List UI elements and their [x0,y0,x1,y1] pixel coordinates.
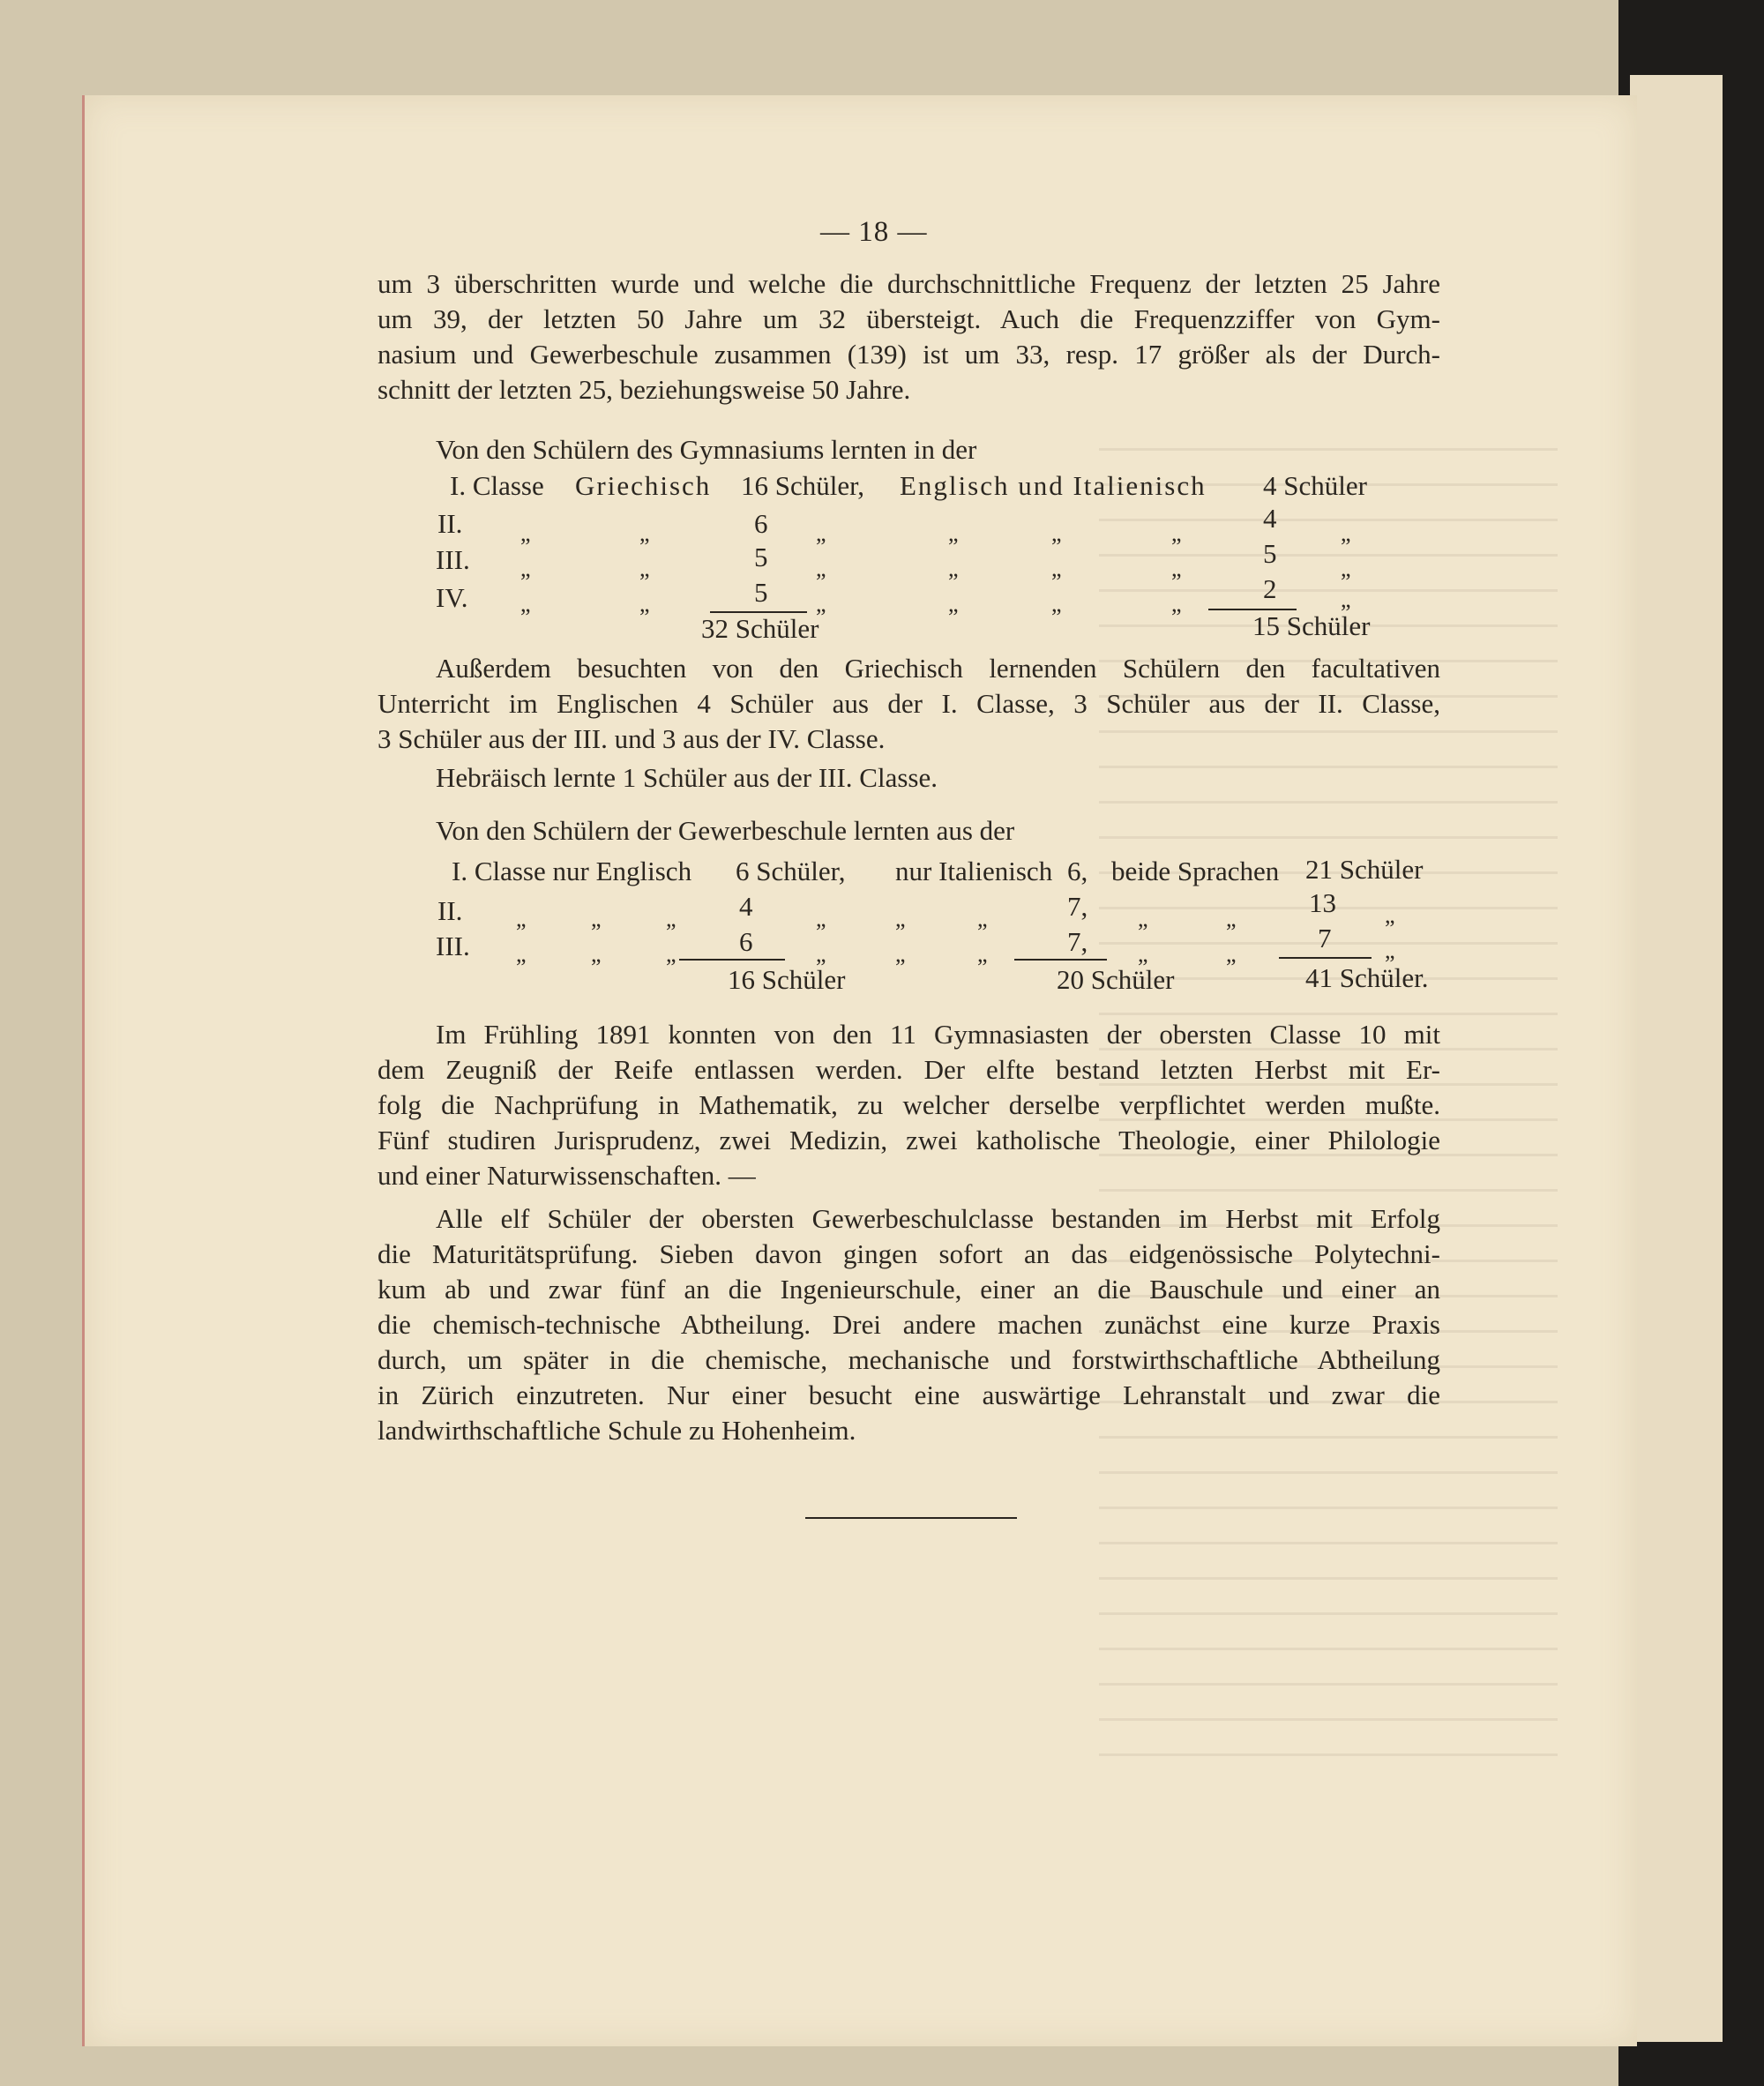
table-subject: Griechisch [575,470,712,501]
table-total: 20 Schüler [1057,964,1175,995]
ditto-mark: „ [591,906,602,931]
text-line: nasium und Gewerbeschule zusammen (139) ist um 33, resp. 17 größer als der Durch- [377,339,1440,370]
text-line: Im Frühling 1891 konnten von den 11 Gymnasiasten der obersten Classe 10 mit [436,1019,1440,1050]
table-count: 5 [1263,538,1277,569]
table-total: 32 Schüler [701,613,819,644]
ditto-mark: „ [977,941,988,967]
sum-rule [1014,959,1107,961]
ditto-mark: „ [1341,556,1351,581]
text-line: und einer Naturwissenschaften. — [377,1160,756,1191]
ditto-mark: „ [948,520,959,546]
ditto-mark: „ [520,591,531,617]
ditto-mark: „ [639,591,650,617]
sum-rule [679,959,785,961]
section-end-rule [805,1517,1017,1519]
table-class-label: III. [436,931,470,961]
ditto-mark: „ [1138,941,1148,967]
ditto-mark: „ [816,906,826,931]
ditto-mark: „ [816,520,826,546]
graduation-paragraph [377,1017,1440,1193]
ditto-mark: „ [1385,902,1395,928]
ditto-mark: „ [1051,556,1062,581]
table-class-label: III. [436,544,470,575]
ditto-mark: „ [1171,591,1182,617]
table-count: 5 [754,577,768,608]
ditto-mark: „ [977,906,988,931]
elective-paragraph [377,651,1440,757]
ditto-mark: „ [1171,520,1182,546]
table-count: 6 Schüler, [736,856,846,886]
facing-page-edge [1630,75,1723,2042]
ditto-mark: „ [1051,520,1062,546]
text-line: kum ab und zwar fünf an die Ingenieurschule, einer an die Bauschule und einer an [377,1274,1440,1305]
text-line: um 39, der letzten 50 Jahre um 32 übersteigt. Auch die Frequenzziffer von Gym- [377,303,1440,334]
text-line: schnitt der letzten 25, beziehungsweise 50 Jahre. [377,374,911,405]
text-line: folg die Nachprüfung in Mathematik, zu welcher derselbe verpflichtet werden mußte. [377,1089,1440,1120]
ditto-mark: „ [895,906,906,931]
ditto-mark: „ [516,906,527,931]
ditto-mark: „ [816,941,826,967]
table-total: 16 Schüler [728,964,846,995]
table-count: 6 [754,508,768,539]
table-count: 6, [1067,856,1088,886]
text-line: durch, um später in die chemische, mechanische und forstwirthschaftliche Abtheilung [377,1344,1440,1375]
ditto-mark: „ [816,591,826,617]
maturity-paragraph [377,1201,1440,1448]
ditto-mark: „ [1385,938,1395,963]
table-count: 13 [1309,887,1336,918]
sum-rule [1279,957,1372,959]
ditto-mark: „ [639,556,650,581]
table-total: 15 Schüler [1252,610,1371,641]
table-count: 7, [1067,926,1088,957]
text-line: dem Zeugniß der Reife entlassen werden. Der elfte bestand letzten Herbst mit Er- [377,1054,1440,1085]
text-line: die chemisch-technische Abtheilung. Drei andere machen zunächst eine kurze Praxis [377,1309,1440,1340]
ditto-mark: „ [1341,520,1351,546]
page-number: — 18 — [820,216,928,248]
text-line: Außerdem besuchten von den Griechisch lernenden Schülern den facultativen [436,653,1440,684]
table-subject: Englisch und Italienisch [900,470,1207,501]
table-class-label: I. Classe [450,470,544,501]
table-count: 7 [1318,923,1332,953]
table-count: 7, [1067,891,1088,922]
table-subject: nur Italienisch [895,856,1053,886]
ditto-mark: „ [895,941,906,967]
table-count: 16 Schüler, [741,470,864,501]
gymnasium-heading: Von den Schülern des Gymnasiums lernten in der [436,434,977,465]
ditto-mark: „ [816,556,826,581]
table-count: 2 [1263,573,1277,604]
table-subject: beide Sprachen [1111,856,1280,886]
ditto-mark: „ [666,941,676,967]
table-class-label: I. Classe nur Englisch [452,856,692,886]
table-count: 21 Schüler [1305,854,1424,885]
ditto-mark: „ [639,520,650,546]
ditto-mark: „ [516,941,527,967]
table-class-label: IV. [436,582,468,613]
ditto-mark: „ [666,906,676,931]
text-line: in Zürich einzutreten. Nur einer besucht eine auswärtige Lehranstalt und zwar die [377,1379,1440,1410]
table-count: 4 Schüler [1263,470,1367,501]
table-count: 4 [739,891,753,922]
text-line: die Maturitätsprüfung. Sieben davon gingen sofort an das eidgenössische Polytechni- [377,1238,1440,1269]
gewerbeschule-heading: Von den Schülern der Gewerbeschule lernten aus der [436,815,1015,846]
text-line: Fünf studiren Jurisprudenz, zwei Medizin, zwei katholische Theologie, einer Philologie [377,1125,1440,1155]
table-count: 4 [1263,503,1277,534]
table-count: 5 [754,542,768,572]
ditto-mark: „ [1226,941,1237,967]
ditto-mark: „ [520,556,531,581]
ditto-mark: „ [1138,906,1148,931]
hebrew-note: Hebräisch lernte 1 Schüler aus der III. Classe. [436,762,938,793]
text-line: landwirthschaftliche Schule zu Hohenheim. [377,1415,856,1446]
text-line: 3 Schüler aus der III. und 3 aus der IV. Classe. [377,723,886,754]
text-line: um 3 überschritten wurde und welche die durchschnittliche Frequenz der letzten 25 Jahre [377,268,1440,299]
ditto-mark: „ [1171,556,1182,581]
ditto-mark: „ [948,556,959,581]
ditto-mark: „ [1341,587,1351,612]
table-class-label: II. [437,508,463,539]
text-line: Alle elf Schüler der obersten Gewerbeschulclasse bestanden im Herbst mit Erfolg [436,1203,1440,1234]
ditto-mark: „ [948,591,959,617]
ditto-mark: „ [520,520,531,546]
ditto-mark: „ [1226,906,1237,931]
intro-paragraph [377,266,1440,407]
table-class-label: II. [437,895,463,926]
table-total: 41 Schüler. [1305,962,1429,993]
text-line: Unterricht im Englischen 4 Schüler aus der I. Classe, 3 Schüler aus der II. Classe, [377,688,1440,719]
table-count: 6 [739,926,753,957]
ditto-mark: „ [1051,591,1062,617]
ditto-mark: „ [591,941,602,967]
